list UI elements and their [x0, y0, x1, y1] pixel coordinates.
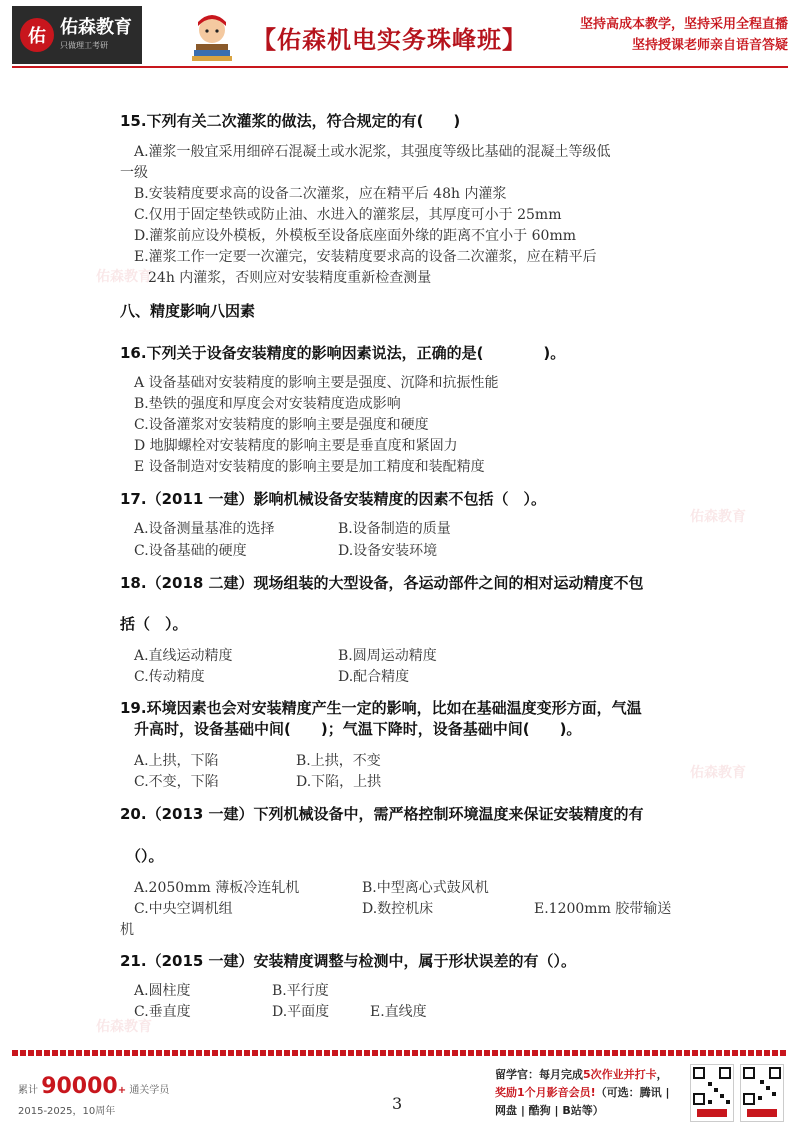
question-20-option-e: E.1200mm 胶带输送 — [534, 901, 672, 917]
question-17-option-d: D.设备安装环境 — [338, 543, 438, 559]
question-19-option-a: A.上拱，下陷 — [134, 753, 219, 769]
question-20-stem: 20.（2013 一建）下列机械设备中，需严格控制环境温度来保证安装精度的有 — [120, 805, 644, 823]
stat-prefix: 累计 — [18, 1085, 38, 1096]
question-16-option-a: A 设备基础对安装精度的影响主要是强度、沉降和抗振性能 — [134, 375, 499, 391]
promo-line-1: 留学官：每月完成 — [495, 1068, 583, 1081]
page-header — [12, 6, 788, 66]
question-15-option-b: B.安装精度要求高的设备二次灌浆，应在精平后 48h 内灌浆 — [134, 186, 507, 202]
stat-value: 90000 — [41, 1074, 118, 1099]
question-19-option-b: B.上拱，不变 — [296, 753, 381, 769]
qr-code-icon — [690, 1064, 734, 1122]
promo-line-3: 网盘 | 酷狗 | B站等） — [495, 1104, 604, 1117]
question-16-option-d: D 地脚螺栓对安装精度的影响主要是垂直度和紧固力 — [134, 438, 458, 454]
question-15-option-a-cont: 一级 — [120, 165, 148, 181]
footer-divider — [12, 1050, 788, 1056]
question-15-option-e-cont: 24h 内灌浆，否则应对安装精度重新检查测量 — [148, 270, 432, 286]
question-18-stem: 18.（2018 二建）现场组装的大型设备，各运动部件之间的相对运动精度不包 — [120, 574, 644, 592]
anniversary-years: 2015-2025，10周年 — [18, 1106, 116, 1117]
tagline-line-2: 坚持授课老师亲自语音答疑 — [631, 38, 788, 53]
header-divider — [12, 66, 788, 68]
logo-name: 佑森教育 — [60, 17, 132, 38]
question-21-option-b: B.平行度 — [272, 983, 329, 999]
question-17-option-b: B.设备制造的质量 — [338, 521, 451, 537]
brand-logo — [12, 6, 142, 64]
qr-code-icon — [740, 1064, 784, 1122]
question-20-option-d: D.数控机床 — [362, 901, 434, 917]
logo-mark: 佑 — [20, 18, 54, 52]
student-stat — [18, 1074, 169, 1099]
question-20-option-e-cont: 机 — [120, 922, 134, 938]
question-19-stem-cont: 升高时，设备基础中间( )；气温下降时，设备基础中间( )。 — [134, 720, 582, 738]
question-18-stem-cont: 括（ ）。 — [120, 615, 188, 633]
question-15-option-d: D.灌浆前应设外模板，外模板至设备底座面外缘的距离不宜小于 60mm — [134, 228, 576, 244]
stat-plus: + — [117, 1085, 127, 1096]
question-18-option-b: B.圆周运动精度 — [338, 648, 437, 664]
promo-reward: 奖励1个月影音会员! — [495, 1086, 596, 1099]
header-tagline — [580, 14, 788, 56]
question-20-option-b: B.中型离心式鼓风机 — [362, 880, 489, 896]
question-20-option-a: A.2050mm 薄板冷连轧机 — [134, 880, 300, 896]
watermark: 佑森教育 — [96, 269, 152, 285]
footer-promo — [495, 1066, 685, 1120]
question-19-option-d: D.下陷，上拱 — [296, 774, 382, 790]
question-18-option-c: C.传动精度 — [134, 669, 205, 685]
question-19-stem: 19.环境因素也会对安装精度产生一定的影响，比如在基础温度变形方面，气温 — [120, 699, 642, 717]
question-17-stem: 17.（2011 一建）影响机械设备安装精度的因素不包括（ ）。 — [120, 490, 547, 508]
question-20-stem-cont: （）。 — [126, 847, 164, 865]
question-16-option-c: C.设备灌浆对安装精度的影响主要是强度和硬度 — [134, 417, 429, 433]
question-18-option-a: A.直线运动精度 — [134, 648, 233, 664]
promo-highlight: 5次作业并打卡 — [583, 1068, 657, 1081]
promo-options: （可选：腾讯 | — [595, 1086, 670, 1099]
logo-slogan: 只做理工考研 — [60, 41, 108, 50]
question-16-option-e: E 设备制造对安装精度的影响主要是加工精度和装配精度 — [134, 459, 485, 475]
question-21-stem: 21.（2015 一建）安装精度调整与检测中，属于形状误差的有（）。 — [120, 952, 577, 970]
stat-suffix: 通关学员 — [129, 1085, 170, 1096]
question-15-option-e: E.灌浆工作一定要一次灌完，安装精度要求高的设备二次灌浆，应在精平后 — [134, 249, 597, 265]
page-title: 【佑森机电实务珠峰班】 — [252, 26, 527, 54]
watermark: 佑森教育 — [96, 1019, 152, 1035]
question-17-option-c: C.设备基础的硬度 — [134, 543, 247, 559]
question-21-option-d: D.平面度 — [272, 1004, 330, 1020]
page-number: 3 — [392, 1094, 403, 1113]
question-16-stem: 16.下列关于设备安装精度的影响因素说法，正确的是( )。 — [120, 344, 566, 362]
mascot-icon — [184, 10, 240, 62]
question-21-option-e: E.直线度 — [370, 1004, 427, 1020]
question-17-option-a: A.设备测量基准的选择 — [134, 521, 275, 537]
promo-comma: ， — [656, 1068, 668, 1081]
question-16-option-b: B.垫铁的强度和厚度会对安装精度造成影响 — [134, 396, 401, 412]
section-heading: 八、精度影响八因素 — [120, 302, 256, 320]
question-15-option-c: C.仅用于固定垫铁或防止油、水进入的灌浆层，其厚度可小于 25mm — [134, 207, 562, 223]
question-18-option-d: D.配合精度 — [338, 669, 410, 685]
question-15-option-a: A.灌浆一般宜采用细碎石混凝土或水泥浆，其强度等级比基础的混凝土等级低 — [134, 144, 611, 160]
watermark: 佑森教育 — [690, 509, 746, 525]
tagline-line-1: 坚持高成本教学，坚持采用全程直播 — [579, 17, 788, 32]
question-15-stem: 15.下列有关二次灌浆的做法，符合规定的有( ) — [120, 112, 461, 130]
question-21-option-a: A.圆柱度 — [134, 983, 191, 999]
question-20-option-c: C.中央空调机组 — [134, 901, 233, 917]
question-19-option-c: C.不变，下陷 — [134, 774, 219, 790]
watermark: 佑森教育 — [690, 765, 746, 781]
question-21-option-c: C.垂直度 — [134, 1004, 191, 1020]
